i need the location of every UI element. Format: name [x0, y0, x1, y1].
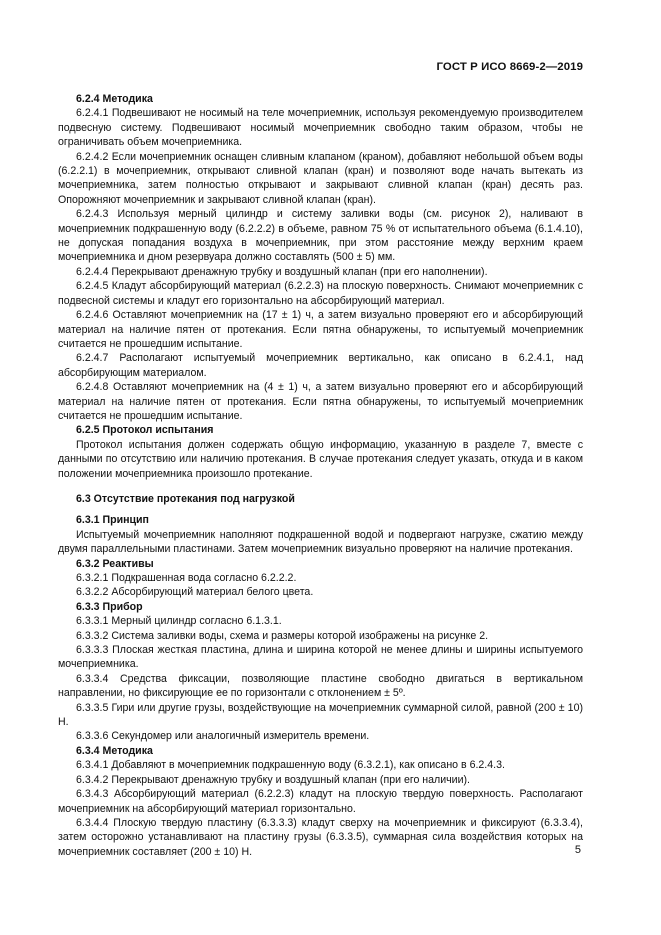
paragraph: 6.2.4.6 Оставляют мочеприемник на (17 ± 1) ч, а затем визуально проверяют его и абсорбирующий материал на наличие пятен от протекания. Если пятна обнаружены, то испытуемый мочеприемник считается не прошедшим испытание. — [58, 309, 583, 350]
paragraph: Протокол испытания должен содержать общую информацию, указанную в разделе 7, вместе с данными по отсутствию или наличию протекания. В случае протекания следует указать, откуда и в каком положении мочеприемника произошло протекание. — [58, 438, 583, 480]
subsection-heading: 6.2.5 Протокол испытания — [76, 424, 214, 437]
paragraph: 6.2.4.4 Перекрывают дренажную трубку и воздушный клапан (при его наполнении). — [76, 265, 488, 278]
paragraph: 6.2.4.7 Располагают испытуемый мочеприемник вертикально, как описано в 6.2.4.1, над абсорбирующим материалом. — [58, 352, 583, 379]
paragraph: 6.3.3.2 Система заливки воды, схема и размеры которой изображены на рисунке 2. — [76, 629, 489, 642]
subsection-heading: 6.3.3 Прибор — [76, 600, 143, 613]
paragraph: Испытуемый мочеприемник наполняют подкрашенной водой и подвергают нагрузке, сжатию между двумя параллельными пластинами. Затем мочеприемник визуально проверяют на наличие протекания. — [58, 528, 583, 556]
paragraph: 6.3.3.6 Секундомер или аналогичный измеритель времени. — [76, 730, 370, 743]
paragraph: 6.2.4.1 Подвешивают не носимый на теле мочеприемник, используя рекомендуемую производителем подвесную систему. Подвешивают носимый мочеприемник свободно таким образом, чтобы не ограничивать объем мочеприемника. — [58, 107, 583, 149]
paragraph: 6.3.4.3 Абсорбирующий материал (6.2.2.3) кладут на плоскую твердую поверхность. Располагают мочеприемник на абсорбирующий материал горизонтально. — [58, 788, 583, 815]
paragraph: 6.3.4.2 Перекрывают дренажную трубку и воздушный клапан (при его наличии). — [76, 773, 470, 786]
paragraph: 6.3.3.5 Гири или другие грузы, воздействующие на мочеприемник суммарной силой, равной (200 ± 10) Н. — [58, 701, 583, 729]
paragraph: 6.3.2.2 Абсорбирующий материал белого цвета. — [76, 586, 314, 599]
paragraph: 6.2.4.2 Если мочеприемник оснащен сливным клапаном (краном), добавляют небольшой объем воды (6.2.2.1) в мочеприемник, открывают сливной клапан (кран) и позволяют воде начать вытекать из мочеприемника, затем полностью открывают и закрывают сливной клапан (кран) десять раз. Опорожняют мочеприемник и закрывают сливной клапан (кран). — [58, 150, 583, 206]
section-heading: 6.3 Отсутствие протекания под нагрузкой — [76, 492, 295, 505]
subsection-heading: 6.2.4 Методика — [76, 93, 153, 105]
subsection-heading: 6.3.2 Реактивы — [76, 557, 154, 570]
paragraph: 6.3.4.1 Добавляют в мочеприемник подкрашенную воду (6.3.2.1), как описано в 6.2.4.3. — [76, 759, 505, 772]
page-number: 5 — [574, 844, 581, 856]
paragraph: 6.2.4.5 Кладут абсорбирующий материал (6.2.2.3) на плоскую поверхность. Снимают мочеприемник с подвесной системы и кладут его горизонтально на абсорбирующий материал. — [58, 280, 583, 307]
paragraph: 6.2.4.8 Оставляют мочеприемник на (4 ± 1) ч, а затем визуально проверяют его и абсорбирующий материал на наличие пятен от протекания. Если пятна обнаружены, то испытуемый мочеприемник считается не прошедшим испытание. — [58, 381, 583, 422]
subsection-heading: 6.3.1 Принцип — [76, 514, 149, 527]
subsection-heading: 6.3.4 Методика — [76, 744, 153, 757]
paragraph: 6.3.3.4 Средства фиксации, позволяющие пластине свободно двигаться в вертикальном направлении, но фиксирующие ее по горизонтали с отклонением ± 5º. — [58, 672, 583, 700]
paragraph: 6.3.2.1 Подкрашенная вода согласно 6.2.2.2. — [76, 572, 297, 584]
paragraph: 6.2.4.3 Используя мерный цилиндр и систему заливки воды (см. рисунок 2), наливают в мочеприемник подкрашенную воду (6.2.2.2) в объеме, равном 75 % от испытательного объема (6.1.4.10), не допуская попадания воздуха в мочеприемник, при этом расстояние между верхним краем мочеприемника и дном резервуара должно составлять (500 ± 5) мм. — [58, 208, 583, 264]
paragraph: 6.3.4.4 Плоскую твердую пластину (6.3.3.3) кладут сверху на мочеприемник и фиксируют (6.3.3.4), затем осторожно устанавливают на пластину грузы (6.3.3.5), суммарная сила воздействия которых на мочеприемник составляет (200 ± 10) Н. — [58, 816, 583, 858]
paragraph: 6.3.3.1 Мерный цилиндр согласно 6.1.3.1. — [76, 615, 282, 628]
paragraph: 6.3.3.3 Плоская жесткая пластина, длина и ширина которой не менее длины и ширины испытуемого мочеприемника. — [58, 644, 583, 671]
document-body — [58, 92, 583, 859]
document-code-header: ГОСТ Р ИСО 8669-2—2019 — [436, 61, 583, 73]
